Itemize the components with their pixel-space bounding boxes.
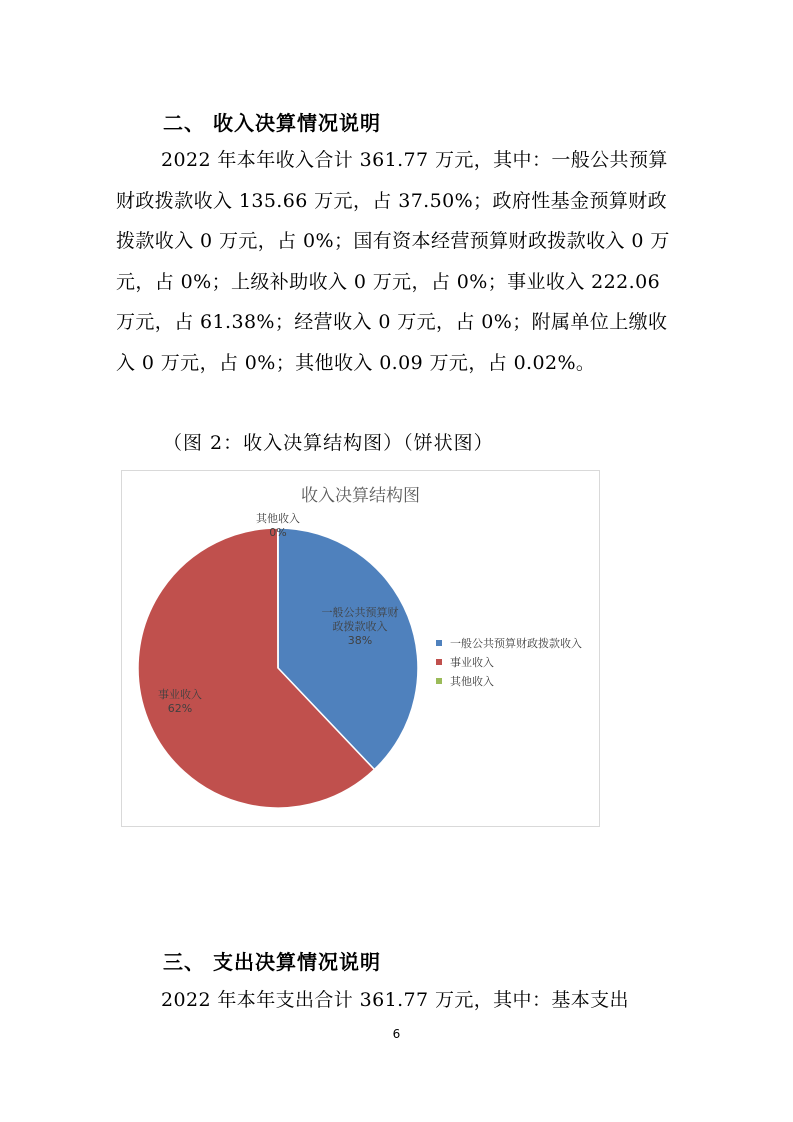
expenditure-description-paragraph: 2022 年本年支出合计 361.77 万元，其中：基本支出 xyxy=(161,989,629,1011)
section-heading-expenditure: 三、 支出决算情况说明 xyxy=(163,950,381,974)
pie-chart xyxy=(121,470,600,827)
chart-title: 收入决算结构图 xyxy=(301,486,420,506)
page-number: 6 xyxy=(392,1027,401,1041)
data-label-business-income: 事业收入 62% xyxy=(158,688,202,715)
income-description-paragraph: 2022 年本年收入合计 361.77 万元，其中：一般公共预算财政拨款收入 135.66 万元，占 37.50%；政府性基金预算财政拨款收入 0 万元，占 0%；国有资本经营预算财政拨款收入 0 万元，占 0%；上级补助收入 0 万元，占 0%；事业收入 222.06 万元，占 61.38%；经营收入 0 万元，占 0%；附属单位上缴收入 0 万元，占 0%；其他收入 0.09 万元，占 0.02%。 xyxy=(116,149,670,374)
figure-caption: （图 2：收入决算结构图）（饼状图） xyxy=(163,432,494,454)
legend-label: 事业收入 xyxy=(450,655,494,669)
legend-swatch xyxy=(436,659,442,665)
legend-item-other-income xyxy=(436,671,582,690)
legend-item-business-income xyxy=(436,652,582,671)
legend-swatch xyxy=(436,640,442,646)
legend-label: 其他收入 xyxy=(450,674,494,688)
data-label-other-income: 其他收入 0% xyxy=(256,512,300,539)
legend-label: 一般公共预算财政拨款收入 xyxy=(450,636,582,650)
legend-item-general-budget xyxy=(436,633,582,652)
data-label-general-budget: 一般公共预算财政拨款收入 38% xyxy=(321,606,399,647)
section-heading-income: 二、 收入决算情况说明 xyxy=(163,111,381,135)
chart-legend xyxy=(436,633,582,690)
legend-swatch xyxy=(436,678,442,684)
